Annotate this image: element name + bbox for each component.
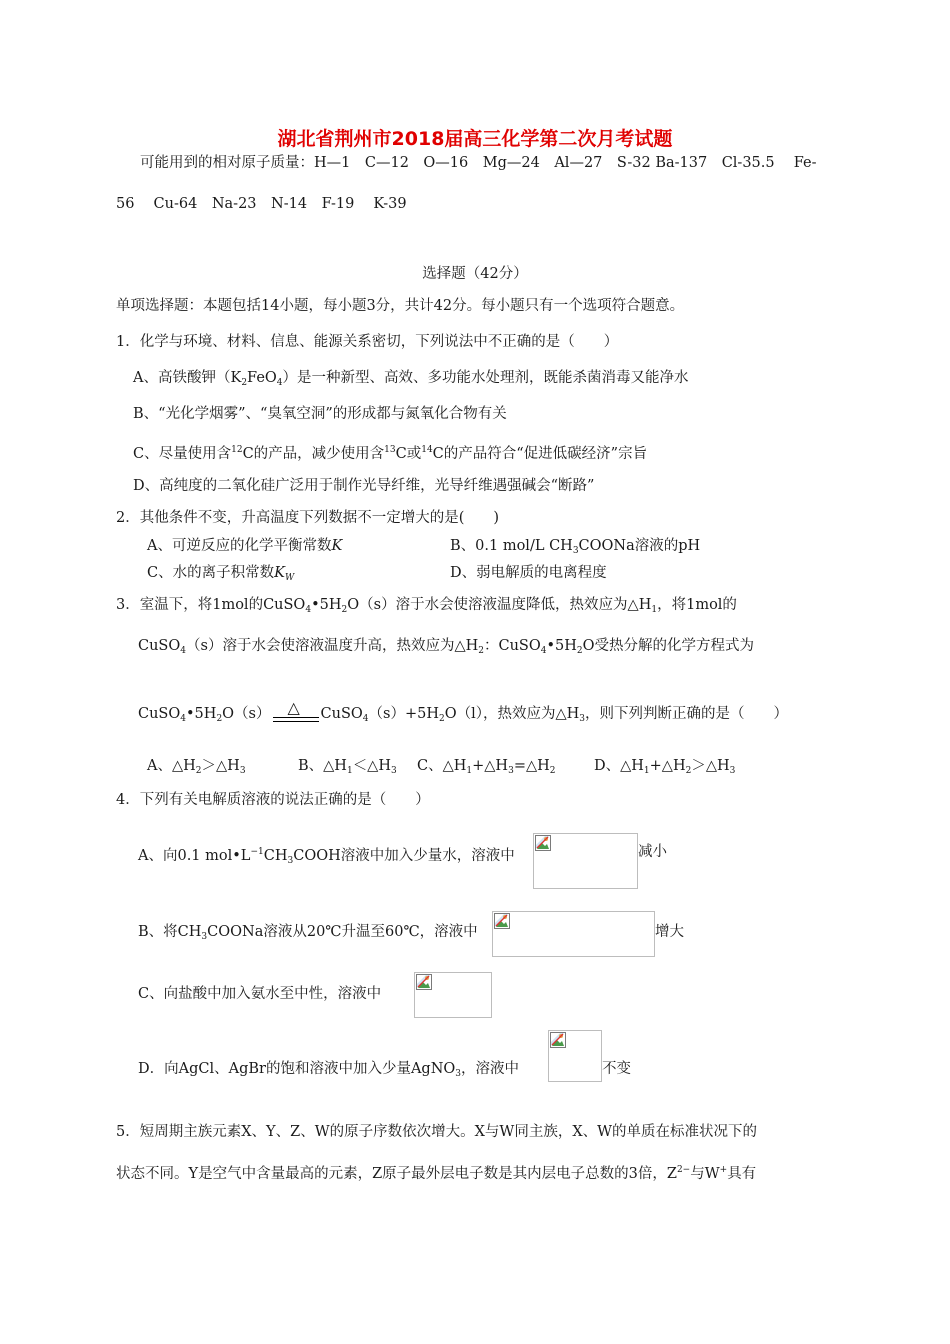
q4-option-c-text: C、向盐酸中加入氨水至中性，溶液中 — [138, 986, 382, 1002]
q4-option-c-formula-image — [414, 972, 492, 1018]
q3-option-d: D、$\triangle H_1+\triangle H_2>\triangle H_3$ — [594, 758, 736, 776]
q1-option-d: D、高纯度的二氧化硅广泛用于制作光导纤维，光导纤维遇强碱会“断路” — [133, 478, 595, 494]
q4-option-a-end: 减小 — [638, 844, 667, 860]
broken-image-icon — [550, 1032, 566, 1048]
q4-option-d-text: D．向AgCl、AgBr的饱和溶液中加入少量AgNO$_3$，溶液中 — [138, 1061, 520, 1079]
q3-equation-line: $CuSO_4•5H_2O(s)$ △ $CuSO_4(s)+5H_2O(l)$，热效应为$\triangle H_3$，则下列判断正确的是（ ） — [138, 700, 788, 733]
q4-option-b-text: B、将$CH_3COONa$溶液从20℃升温至60℃，溶液中 — [138, 924, 478, 942]
q2-option-b: B、0.1 mol/L $CH_3COONa$溶液的pH — [450, 538, 701, 556]
q3-option-c: C、$\triangle H_1+\triangle H_3=\triangle H_2$ — [417, 758, 556, 776]
q5-line-2: 状态不同。Y是空气中含量最高的元素，Z原子最外层电子数是其内层电子总数的3倍，$Z^{2-}$与W+具有 — [116, 1165, 757, 1182]
q2-option-d: D、弱电解质的电离程度 — [450, 565, 607, 581]
q4-option-b-end: 增大 — [655, 924, 684, 940]
q1-option-a: A、高铁酸钾$(K_2FeO_4)$是一种新型、高效、多功能水处理剂，既能杀菌消毒又能净水 — [133, 370, 689, 388]
q3-line-1: 3．室温下，将1mol的$CuSO_4•5H_2O(s)$溶于水会使溶液温度降低，热效应为$\triangle H_1$，将1mol的 — [116, 597, 737, 615]
q1-option-b: B、“光化学烟雾”、“臭氧空洞”的形成都与氮氧化合物有关 — [133, 406, 507, 422]
q2-option-c: C、水的离子积常数$K_W$ — [147, 565, 295, 583]
q1-option-c: C、尽量使用含$^{12}$C的产品，减少使用含$^{13}$C或$^{14}$C的产品符合“促进低碳经济”宗旨 — [133, 445, 648, 462]
q5-line-1: 5．短周期主族元素X、Y、Z、W的原子序数依次增大。X与W同主族，X、W的单质在标准状况下的 — [116, 1124, 758, 1140]
q4-option-b-formula-image — [492, 911, 655, 957]
q4-option-d-end: 不变 — [602, 1061, 631, 1077]
q3-option-a: A、$\triangle H_2>\triangle H_3$ — [147, 758, 246, 776]
broken-image-icon — [416, 974, 432, 990]
broken-image-icon — [494, 913, 510, 929]
q4-stem: 4．下列有关电解质溶液的说法正确的是（ ） — [116, 792, 430, 808]
page-title: 湖北省荆州市2018届高三化学第二次月考试题 — [277, 128, 673, 150]
heat-triangle-icon: △ — [287, 698, 300, 717]
q1-stem: 1．化学与环境、材料、信息、能源关系密切，下列说法中不正确的是（ ） — [116, 334, 619, 350]
heat-equals-sign — [273, 700, 319, 728]
q3-option-b: B、$\triangle H_1<\triangle H_3$ — [298, 758, 397, 776]
q4-option-a-formula-image — [533, 833, 638, 889]
q2-stem: 2．其他条件不变，升高温度下列数据不一定增大的是( ) — [116, 510, 500, 526]
atomic-mass-line-2: 56 Cu-64 Na-23 N-14 F-19 K-39 — [116, 196, 407, 212]
q4-option-a-text: A、向0.1 $mol•L^{-1}CH_3COOH$溶液中加入少量水，溶液中 — [138, 847, 515, 866]
q3-line-2: CuSO$_4$（s）溶于水会使溶液温度升高，热效应为$\triangle H_2$：$CuSO_4•5H_2O$受热分解的化学方程式为 — [138, 638, 755, 656]
q2-option-a: A、可逆反应的化学平衡常数K — [147, 538, 343, 554]
section-title: 选择题（42分） — [422, 266, 528, 282]
instructions: 单项选择题：本题包括14小题，每小题3分，共计42分。每小题只有一个选项符合题意。 — [116, 298, 685, 314]
q4-option-d-formula-image — [548, 1030, 602, 1082]
broken-image-icon — [535, 835, 551, 851]
atomic-mass-line-1: 可能用到的相对原子质量：H—1 C—12 O—16 Mg—24 Al—27 S-32 Ba-137 Cl-35.5 Fe- — [140, 155, 817, 171]
